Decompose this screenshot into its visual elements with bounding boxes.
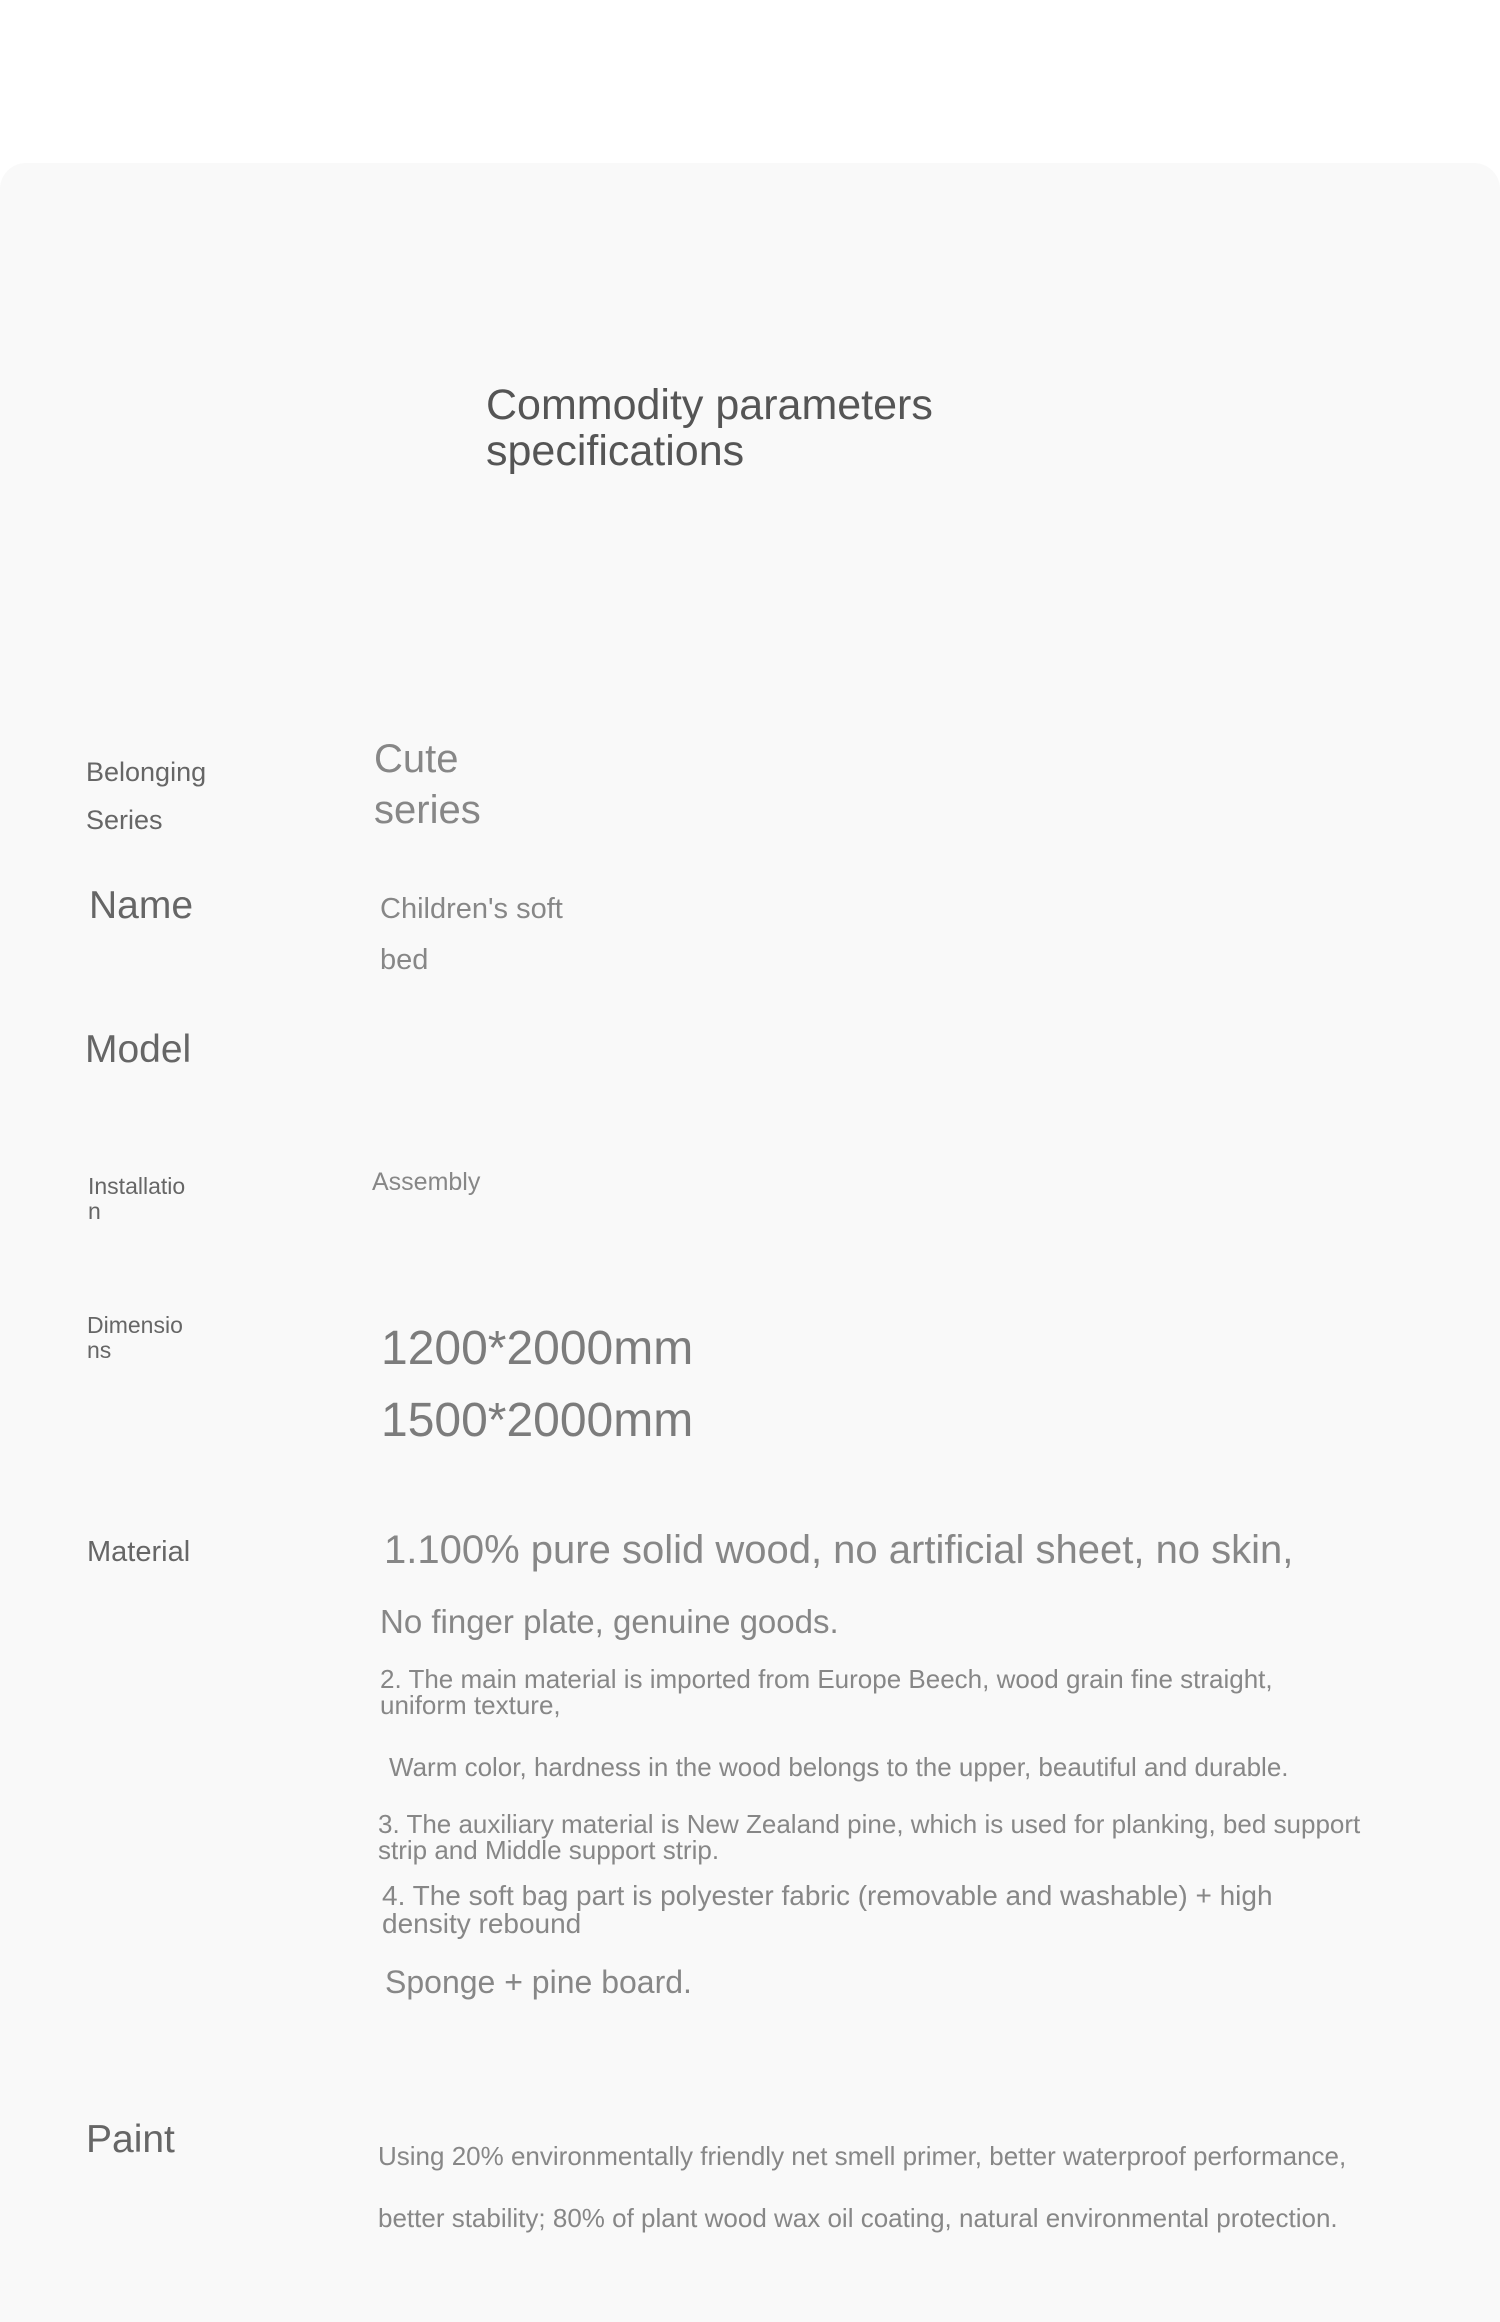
paint-label: Paint [86,2118,175,2161]
series-label-line-1: Belonging [86,757,207,787]
series-label [86,748,206,844]
series-value [374,734,481,836]
page-title-line-2: specifications [486,427,745,475]
material-line-2: No finger plate, genuine goods. [380,1603,839,1640]
material-line-7: Sponge + pine board. [385,1964,692,2000]
dimensions-label-line-1: Dimensio [87,1312,183,1338]
dimensions-value [381,1313,693,1457]
dimension-size-1: 1200*2000mm [381,1322,694,1375]
material-line-6 [382,1882,1273,1938]
paint-line-2: better stability; 80% of plant wood wax oil coating, natural environmental protection. [378,2203,1338,2233]
installation-value: Assembly [372,1168,481,1196]
material-line-5b: strip and Middle support strip. [378,1835,720,1865]
installation-label-line-1: Installatio [88,1173,186,1199]
material-label: Material [87,1536,191,1568]
model-label: Model [85,1028,192,1071]
installation-label [88,1174,185,1224]
spec-panel [0,163,1500,2322]
name-value [380,884,563,986]
name-value-line-2: bed [380,944,429,976]
material-line-6b: density rebound [382,1908,582,1939]
page-title-line-1: Commodity parameters [486,381,933,429]
paint-line-1: Using 20% environmentally friendly net smell primer, better waterproof performance, [378,2141,1347,2171]
page-title [486,382,933,474]
material-line-1: 1.100% pure solid wood, no artificial sheet, no skin, [384,1528,1294,1572]
series-value-line-1: Cute [374,737,459,781]
name-value-line-1: Children's soft [380,893,563,925]
dimensions-label [87,1313,183,1363]
material-line-5 [378,1811,1360,1863]
material-line-3a: 2. The main material is imported from Europe Beech, wood grain fine straight, [380,1664,1273,1694]
dimension-size-2: 1500*2000mm [381,1394,694,1447]
name-label: Name [89,884,194,927]
material-line-3b: uniform texture, [380,1690,561,1720]
installation-label-line-2: n [88,1198,101,1224]
series-value-line-2: series [374,788,481,832]
material-line-3 [380,1666,1273,1718]
series-label-line-2: Series [86,805,163,835]
material-line-4: Warm color, hardness in the wood belongs to the upper, beautiful and durable. [389,1752,1289,1782]
paint-value [378,2125,1346,2249]
material-line-5a: 3. The auxiliary material is New Zealand pine, which is used for planking, bed support [378,1809,1361,1839]
material-line-6a: 4. The soft bag part is polyester fabric (removable and washable) + high [382,1880,1273,1911]
dimensions-label-line-2: ns [87,1337,112,1363]
